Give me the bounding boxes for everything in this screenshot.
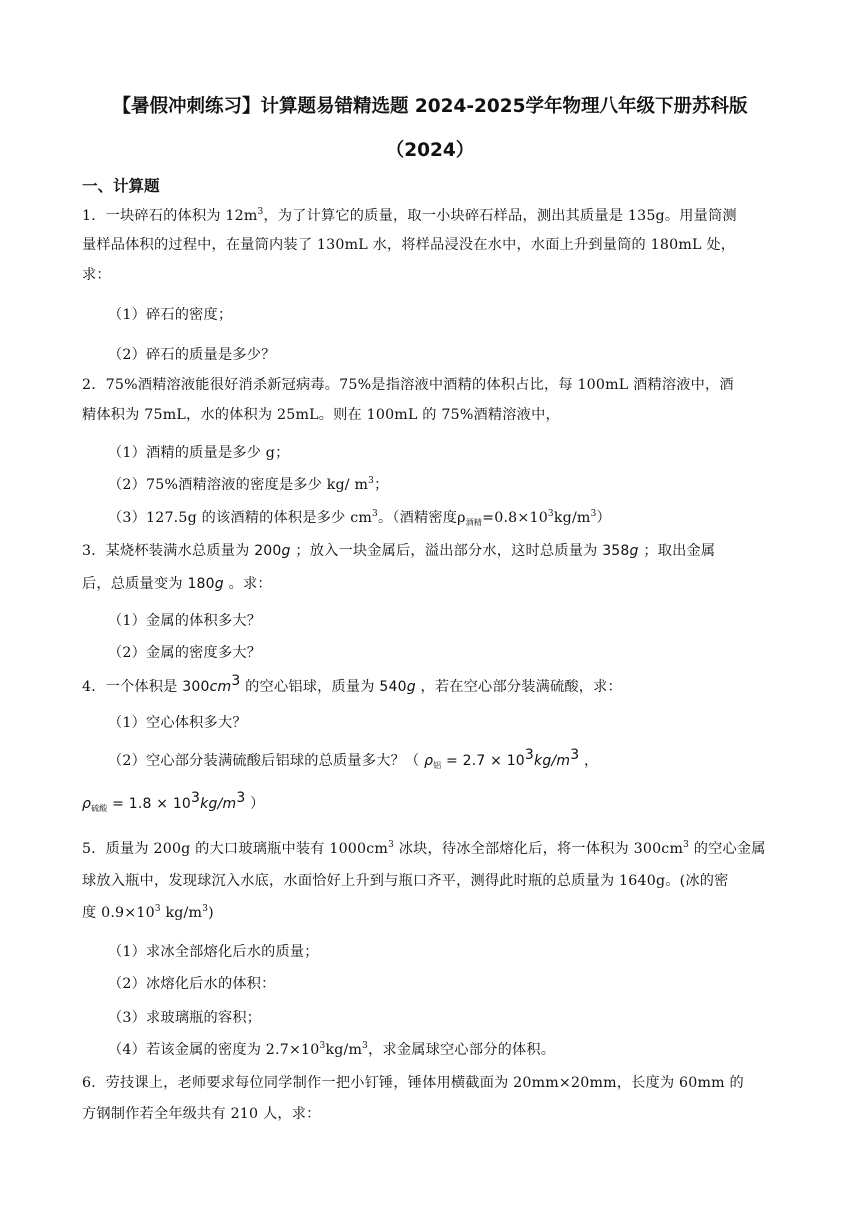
q2-line-2: 精体积为 75mL，水的体积为 25mL。则在 100mL 的 75%酒精溶液中， (82, 407, 560, 423)
q2-part-1: （1）酒精的质量是多少 g； (108, 445, 290, 461)
q4-part-1: （1）空心体积多大？ (108, 715, 247, 731)
q1-line-1: 1．一块碎石的体积为 $12m^3$，为了计算它的质量，取一小块碎石样品，测出其质量是 135g。用量筒测 (82, 207, 737, 224)
q5-line-1: 5．质量为 200g 的大口玻璃瓶中装有 $1000cm^3$ 冰块，待冰全部熔化后，将一体积为 $300cm^3$ 的空心金属 (82, 840, 766, 857)
document-title-year: （2024） (385, 140, 475, 161)
q5-part-2: （2）冰熔化后水的体积： (108, 976, 276, 992)
q2-part-2: （2）75%酒精溶液的密度是多少 kg/ $m^3$； (108, 476, 389, 493)
q1-part-2: （2）碎石的质量是多少？ (108, 347, 276, 363)
q2-part-3: （3）127.5g 的该酒精的体积是多少 $cm^3$。（酒精密度$\rho_{酒精}=0.8\times 10^3kg/m^3$） (108, 509, 611, 527)
q3-part-1: （1）金属的体积多大？ (108, 613, 262, 629)
q5-line-3: 度 $0.9\times 10^3$ $kg/m^3$) (82, 904, 214, 921)
q1-line-2: 量样品体积的过程中，在量筒内装了 130mL 水，将样品浸没在水中，水面上升到量筒的 180mL 处， (82, 237, 736, 253)
q6-line-2: 方钢制作若全年级共有 210 人，求： (82, 1106, 321, 1122)
q5-part-1: （1）求冰全部熔化后水的质量； (108, 944, 319, 960)
q5-part-3: （3）求玻璃瓶的容积； (108, 1010, 262, 1026)
q3-part-2: （2）金属的密度多大？ (108, 645, 262, 661)
q5-line-2: 球放入瓶中，发现球沉入水底，水面恰好上升到与瓶口齐平，测得此时瓶的总质量为 1640g。(冰的密 (82, 873, 729, 889)
q4-part-2: （2）空心部分装满硫酸后铝球的总质量多大？（ $\rho_铝 = 2.7 \times 10^3kg/m^3$ ， (108, 747, 599, 770)
q1-part-1: （1）碎石的密度； (108, 307, 233, 323)
document-title: 【暑假冲刺练习】计算题易错精选题 2024-2025学年物理八年级下册苏科版 (112, 96, 748, 117)
q5-part-4: （4）若该金属的密度为 $2.7\times 10^3kg/m^3$，求金属球空心部分的体积。 (108, 1041, 556, 1058)
q4-part-2-continued: $\rho_{硫酸} = 1.8 \times 10^3kg/m^3$ ） (82, 790, 265, 813)
q4-line-1: 4．一个体积是 $300cm^3$ 的空心铝球，质量为 540g ，若在空心部分装满硫酸，求： (82, 673, 622, 695)
q3-line-2: 后，总质量变为 180g 。求： (82, 576, 272, 592)
q3-line-1: 3．某烧杯装满水总质量为 200g ；放入一块金属后，溢出部分水，这时总质量为 358g ；取出金属 (82, 543, 716, 559)
q2-line-1: 2．75%酒精溶液能很好消杀新冠病毒。75%是指溶液中酒精的体积占比，每 100mL 酒精溶液中，酒 (82, 377, 734, 393)
q6-line-1: 6．劳技课上，老师要求每位同学制作一把小钉锤，锤体用横截面为 20mm×20mm，长度为 60mm 的 (82, 1075, 744, 1091)
q1-line-3: 求： (82, 267, 111, 283)
section-heading: 一、计算题 (82, 177, 160, 195)
